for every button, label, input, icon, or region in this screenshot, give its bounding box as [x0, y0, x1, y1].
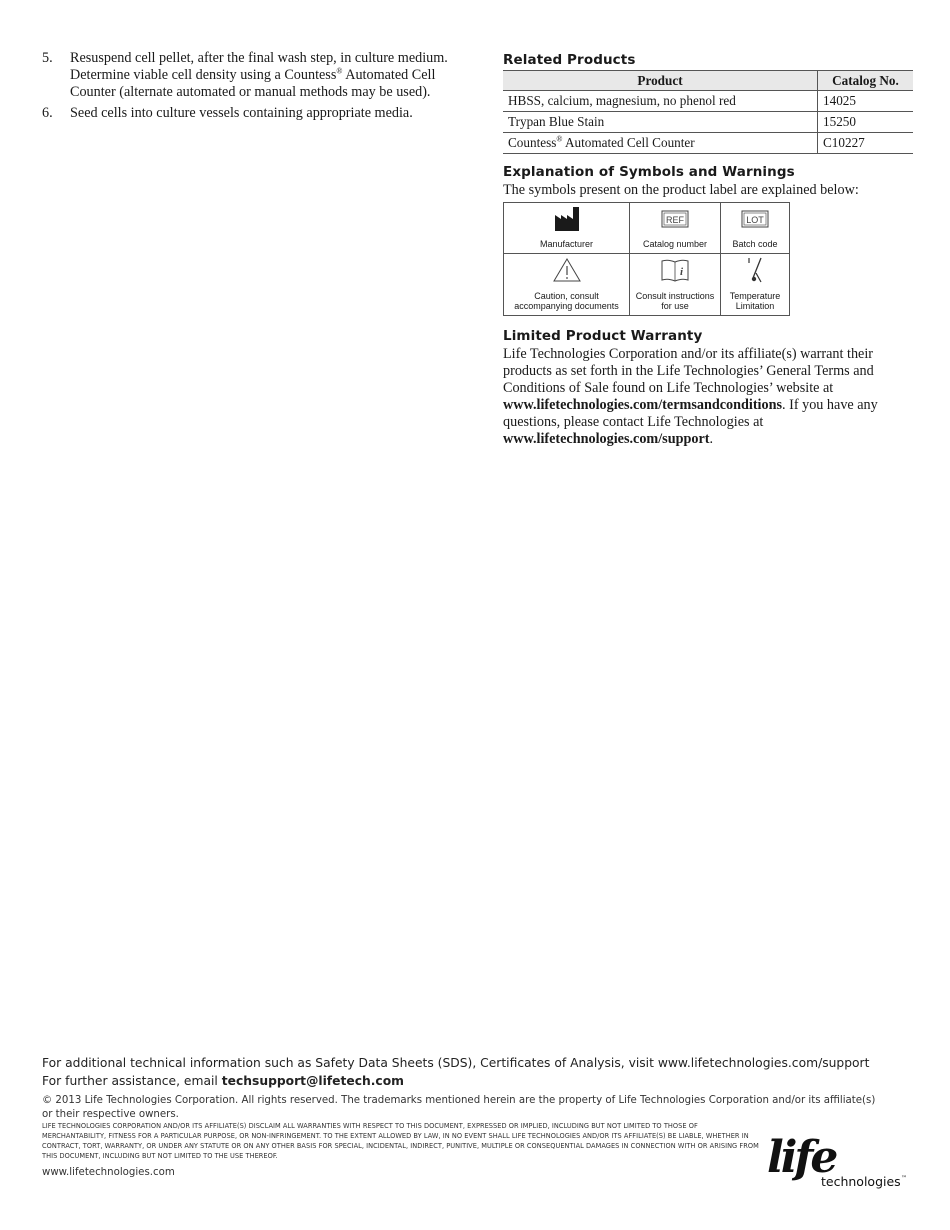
manufacturer-icon — [504, 203, 630, 238]
protocol-steps — [42, 50, 452, 126]
ref-icon-text: REF — [666, 215, 684, 225]
product-text-part: Automated Cell Counter — [562, 135, 695, 150]
logo-technologies-text: technologies — [821, 1174, 901, 1189]
instructions-icon-text: i — [679, 266, 684, 278]
instructions-icon — [630, 254, 721, 289]
symbol-label-line: Temperature — [729, 290, 781, 301]
symbol-label-line: for use — [661, 301, 689, 311]
symbol-label: Manufacturer — [504, 237, 630, 254]
lot-icon-text: LOT — [746, 215, 764, 225]
symbol-label — [504, 288, 630, 316]
step-text-part: Automated Cell Counter (alternate automated or manual methods may be used). — [70, 67, 436, 100]
warranty-text-part: Life Technologies Corporation and/or its affiliate(s) warrant their products as set forth in the Life Technologies’ General Terms and Conditions of Sale found on Life Technologies’ website at — [503, 346, 874, 396]
caution-icon — [504, 254, 630, 289]
column-header-catalog: Catalog No. — [818, 71, 914, 91]
life-technologies-logo — [765, 1124, 915, 1194]
symbol-label-line: Consult instructions — [635, 290, 715, 301]
step-number: 5. — [42, 50, 53, 66]
symbol-label-line: accompanying documents — [514, 301, 619, 311]
symbols-label-row — [504, 237, 790, 254]
table-row — [503, 91, 913, 112]
lot-icon — [721, 203, 790, 238]
terms-link[interactable]: www.lifetechnologies.com/termsandconditions — [503, 397, 783, 413]
footer-info-line: For additional technical information such as Safety Data Sheets (SDS), Certificates of Analysis, visit www.lifetechnologies.com/support — [42, 1056, 870, 1070]
catalog-cell: C10227 — [818, 133, 914, 154]
footer-website-link[interactable]: www.lifetechnologies.com — [42, 1167, 175, 1178]
symbols-intro: The symbols present on the product label are explained below: — [503, 182, 859, 198]
copyright-notice: © 2013 Life Technologies Corporation. All rights reserved. The trademarks mentioned herein are the property of Life Technologies Corporation and/or its affiliate(s) or their respective owners. — [42, 1095, 876, 1120]
catalog-cell: 15250 — [818, 112, 914, 133]
product-cell: HBSS, calcium, magnesium, no phenol red — [503, 91, 818, 112]
column-header-product: Product — [503, 71, 818, 91]
ref-icon — [630, 203, 721, 238]
symbols-icon-row — [504, 254, 790, 289]
related-products-table — [503, 70, 913, 154]
symbol-label-line: Caution, consult — [534, 290, 599, 301]
right-column — [503, 52, 915, 448]
temperature-icon — [721, 254, 790, 289]
symbols-table — [503, 202, 790, 316]
step-text — [70, 50, 452, 101]
registered-mark: ® — [556, 134, 563, 144]
symbol-label: Batch code — [721, 237, 790, 254]
symbols-icon-row — [504, 203, 790, 238]
symbol-label — [721, 288, 790, 316]
step-5 — [42, 50, 452, 101]
step-text: Seed cells into culture vessels containing appropriate media. — [70, 105, 413, 121]
warranty-text — [503, 346, 898, 448]
symbol-label: Catalog number — [630, 237, 721, 254]
support-link[interactable]: www.lifetechnologies.com/support — [503, 431, 710, 447]
step-text-part: Resuspend cell pellet, after the final wash step, in culture medium. Determine viable cell density using a Countess — [70, 50, 448, 83]
warranty-heading: Limited Product Warranty — [503, 328, 703, 344]
logo-trademark: ™ — [901, 1175, 907, 1182]
symbols-label-row — [504, 288, 790, 316]
symbol-label-line: Limitation — [735, 301, 775, 311]
related-products-heading: Related Products — [503, 52, 636, 68]
logo-life-text: life — [767, 1132, 836, 1183]
warranty-text-part: . — [709, 431, 714, 447]
support-email-link[interactable]: techsupport@lifetech.com — [221, 1074, 404, 1088]
product-cell — [503, 133, 818, 154]
legal-disclaimer: LIFE TECHNOLOGIES CORPORATION AND/OR ITS AFFILIATE(S) DISCLAIM ALL WARRANTIES WITH RESPECT TO THIS DOCUMENT, EXPRESSED OR IMPLIED, INCLUDING BUT NOT LIMITED TO THOSE OF MERCHANTABILITY, FITNESS FOR A PARTICULAR PURPOSE, OR NON-INFRINGEMENT. TO THE EXTENT ALLOWED BY LAW, IN NO EVENT SHALL LIFE TECHNOLOGIES AND/OR ITS AFFILIATE(S) BE LIABLE, WHETHER IN CONTRACT, TORT, WARRANTY, OR UNDER ANY STATUTE OR ON ANY OTHER BASIS FOR SPECIAL, INCIDENTAL, INDIRECT, PUNITIVE, MULTIPLE OR CONSEQUENTIAL DAMAGES IN CONNECTION WITH OR ARISING FROM THIS DOCUMENT, INCLUDING BUT NOT LIMITED TO THE USE THEREOF. — [42, 1122, 759, 1160]
step-number: 6. — [42, 105, 53, 121]
table-row — [503, 133, 913, 154]
symbols-heading: Explanation of Symbols and Warnings — [503, 164, 795, 180]
symbol-label — [630, 288, 721, 316]
step-6 — [42, 105, 452, 122]
footer-assistance-line — [42, 1072, 912, 1090]
footer-assistance-text: For further assistance, email — [42, 1074, 222, 1088]
catalog-cell: 14025 — [818, 91, 914, 112]
registered-mark: ® — [336, 66, 343, 76]
table-header-row — [503, 71, 913, 91]
warranty-text-part: . If you have any questions, please contact Life Technologies at — [503, 397, 878, 430]
table-row — [503, 112, 913, 133]
product-cell: Trypan Blue Stain — [503, 112, 818, 133]
product-text-part: Countess — [508, 135, 557, 150]
